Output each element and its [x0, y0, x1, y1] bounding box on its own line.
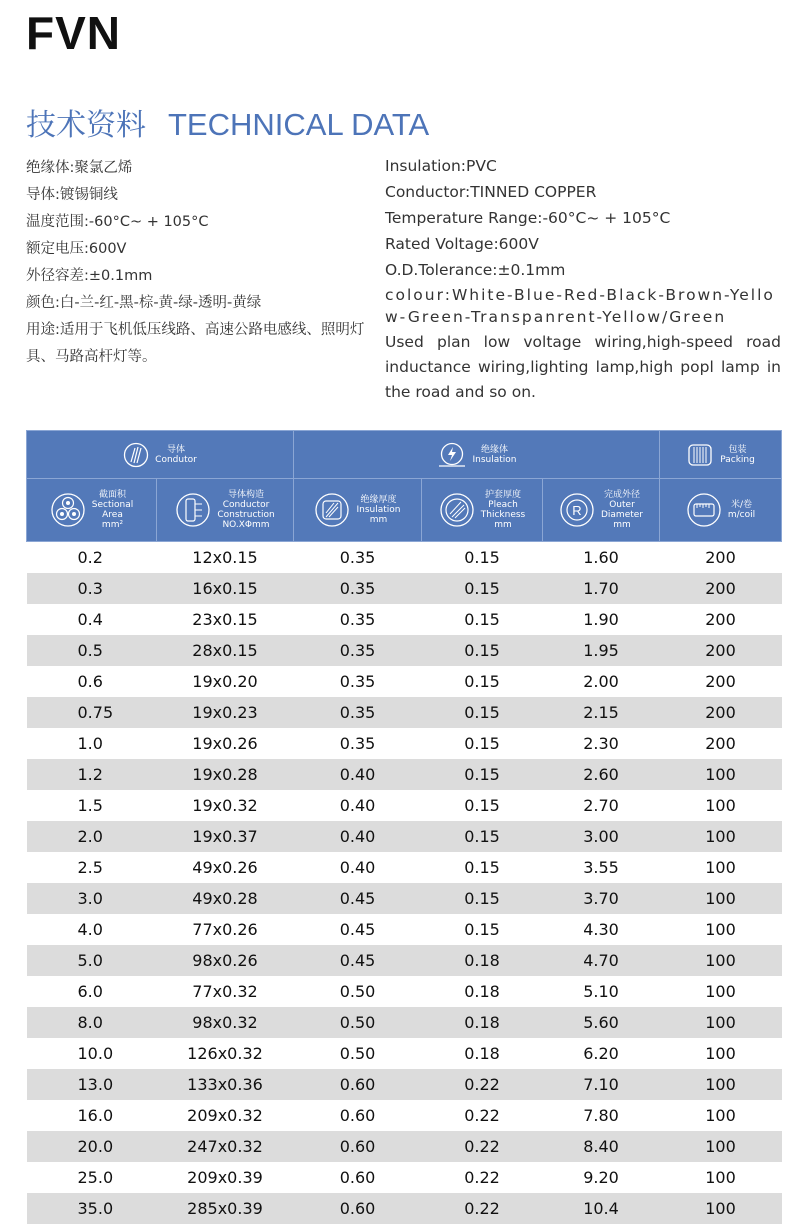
col-insulation-en1: Insulation: [356, 505, 401, 515]
spec-colour-cn: 颜色:白-兰-红-黑-棕-黄-绿-透明-黄绿: [26, 295, 262, 311]
cell-meter-per-coil: 100: [705, 1044, 736, 1063]
cell-conductor-construction: 49x0.28: [157, 883, 294, 914]
cell-insulation-thickness: 0.45: [339, 920, 376, 939]
cell-insulation-thickness: 0.60: [339, 1168, 376, 1187]
cell-outer-diameter: 7.80: [583, 1106, 619, 1125]
cable-coil-icon: [686, 443, 714, 467]
cell-pleach-thickness: 0.18: [422, 945, 543, 976]
table-row: [27, 821, 782, 852]
spec-list-cn: [26, 155, 371, 371]
cell-meter-per-coil: 200: [705, 672, 736, 691]
spec-conductor-en: Conductor:TINNED COPPER: [385, 183, 597, 201]
cell-sectional-area: 0.4: [77, 610, 103, 629]
cell-pleach-thickness: 0.15: [422, 573, 543, 604]
cell-conductor-construction: 247x0.32: [157, 1131, 294, 1162]
spec-temperature-en: Temperature Range:-60°C~ + 105°C: [385, 209, 671, 227]
cell-pleach-thickness: 0.15: [464, 672, 500, 691]
cell-pleach-thickness: 0.15: [422, 821, 543, 852]
cell-meter-per-coil: 200: [705, 734, 736, 753]
cell-insulation-thickness: 0.50: [339, 982, 376, 1001]
cell-outer-diameter: 2.00: [583, 672, 619, 691]
measuring-tape-icon: [686, 492, 722, 528]
col-header-pleach-thickness: [422, 479, 543, 542]
cell-pleach-thickness: 0.15: [464, 858, 500, 877]
cell-pleach-thickness: 0.15: [422, 883, 543, 914]
spec-temperature-cn: 温度范围:-60°C~ + 105°C: [26, 214, 209, 230]
col-header-conductor-construction: [157, 479, 294, 542]
col-header-meter-per-coil: [660, 479, 782, 542]
section-title: [26, 100, 429, 144]
cell-meter-per-coil: 100: [705, 982, 736, 1001]
col-header-outer-diameter: [543, 479, 660, 542]
section-title-en: TECHNICAL DATA: [168, 107, 430, 142]
outer-diameter-icon: [559, 492, 595, 528]
col-construction-en3: NO.XΦmm: [222, 520, 270, 530]
cell-sectional-area: 2.0: [27, 821, 157, 852]
col-pleach-en3: mm: [494, 520, 512, 530]
cell-insulation-thickness: 0.35: [294, 697, 422, 728]
cell-outer-diameter: 5.60: [543, 1007, 660, 1038]
col-diameter-en2: Diameter: [600, 510, 644, 520]
cell-conductor-construction: 209x0.32: [187, 1106, 263, 1125]
cell-meter-per-coil: 100: [660, 1007, 782, 1038]
group-header-conductor: [27, 431, 294, 479]
table-row: [27, 1007, 782, 1038]
insulation-layer-icon: [314, 492, 350, 528]
cell-sectional-area: 2.5: [77, 858, 103, 877]
cell-meter-per-coil: 200: [660, 697, 782, 728]
cell-conductor-construction: 285x0.39: [157, 1193, 294, 1224]
sheath-cross-section-icon: [439, 492, 475, 528]
cell-insulation-thickness: 0.60: [294, 1193, 422, 1224]
cell-pleach-thickness: 0.22: [422, 1131, 543, 1162]
table-row: [27, 573, 782, 604]
cell-pleach-thickness: 0.18: [464, 1044, 500, 1063]
cell-outer-diameter: 7.10: [543, 1069, 660, 1100]
cell-outer-diameter: 2.30: [583, 734, 619, 753]
cell-outer-diameter: 2.15: [543, 697, 660, 728]
cell-insulation-thickness: 0.35: [339, 548, 376, 567]
cell-conductor-construction: 19x0.26: [192, 734, 258, 753]
cell-meter-per-coil: 100: [660, 945, 782, 976]
cell-outer-diameter: 9.20: [583, 1168, 619, 1187]
cell-sectional-area: 8.0: [27, 1007, 157, 1038]
cell-pleach-thickness: 0.22: [422, 1069, 543, 1100]
cell-outer-diameter: 2.60: [543, 759, 660, 790]
cell-sectional-area: 10.0: [77, 1044, 114, 1063]
col-coil-cn: 米/卷: [730, 500, 753, 510]
table-row: [27, 728, 782, 759]
cell-insulation-thickness: 0.40: [339, 858, 376, 877]
cell-outer-diameter: 2.70: [583, 796, 619, 815]
table-row: [27, 883, 782, 914]
group-packing-cn: 包装: [728, 444, 747, 455]
col-insulation-en2: mm: [369, 515, 388, 525]
cell-sectional-area: 0.3: [27, 573, 157, 604]
table-row: [27, 1193, 782, 1224]
cell-meter-per-coil: 100: [660, 821, 782, 852]
group-header-insulation: [294, 431, 660, 479]
cell-meter-per-coil: 100: [660, 883, 782, 914]
table-row: [27, 666, 782, 697]
cell-sectional-area: 0.6: [77, 672, 103, 691]
cell-conductor-construction: 19x0.32: [192, 796, 258, 815]
cell-outer-diameter: 1.90: [583, 610, 619, 629]
cell-conductor-construction: 126x0.32: [187, 1044, 263, 1063]
col-area-cn: 截面积: [98, 490, 126, 500]
cell-conductor-construction: 19x0.28: [157, 759, 294, 790]
cell-conductor-construction: 12x0.15: [192, 548, 258, 567]
cell-pleach-thickness: 0.15: [464, 734, 500, 753]
cell-conductor-construction: 209x0.39: [187, 1168, 263, 1187]
cell-sectional-area: 0.75: [27, 697, 157, 728]
cell-conductor-construction: 23x0.15: [192, 610, 258, 629]
col-construction-cn: 导体构造: [227, 490, 264, 500]
cell-pleach-thickness: 0.18: [422, 1007, 543, 1038]
cell-insulation-thickness: 0.45: [294, 945, 422, 976]
group-packing-en: Packing: [720, 454, 755, 465]
cell-meter-per-coil: 100: [705, 920, 736, 939]
table-row: [27, 1069, 782, 1100]
group-header-packing: [660, 431, 782, 479]
col-area-en1: Sectional: [91, 500, 134, 510]
group-conductor-en: Condutor: [155, 454, 197, 465]
cell-pleach-thickness: 0.15: [422, 697, 543, 728]
spec-conductor-cn: 导体:镀锡铜线: [26, 187, 118, 203]
col-header-insulation-thickness: [294, 479, 422, 542]
cell-pleach-thickness: 0.15: [464, 610, 500, 629]
cell-insulation-thickness: 0.50: [294, 1007, 422, 1038]
cell-insulation-thickness: 0.45: [294, 883, 422, 914]
cell-insulation-thickness: 0.35: [339, 610, 376, 629]
insulation-shield-icon: [437, 442, 467, 468]
cell-insulation-thickness: 0.50: [339, 1044, 376, 1063]
table-row: [27, 945, 782, 976]
spec-insulation-en: Insulation:PVC: [385, 157, 497, 175]
cell-conductor-construction: 28x0.15: [157, 635, 294, 666]
conductor-wire-icon: [123, 442, 149, 468]
table-row: [27, 852, 782, 883]
cell-insulation-thickness: 0.35: [339, 672, 376, 691]
spec-use-cn: 用途:适用于飞机低压线路、高速公路电感线、照明灯具、马路高杆灯等。: [26, 322, 365, 365]
spec-tolerance-en: O.D.Tolerance:±0.1mm: [385, 261, 566, 279]
cell-insulation-thickness: 0.60: [294, 1069, 422, 1100]
cable-cross-section-icon: [50, 492, 86, 528]
cell-pleach-thickness: 0.22: [464, 1168, 500, 1187]
cell-meter-per-coil: 100: [705, 796, 736, 815]
cell-pleach-thickness: 0.15: [422, 635, 543, 666]
cell-meter-per-coil: 100: [660, 1069, 782, 1100]
cell-outer-diameter: 10.4: [543, 1193, 660, 1224]
table-row: [27, 1038, 782, 1069]
cell-sectional-area: 5.0: [27, 945, 157, 976]
cell-sectional-area: 0.5: [27, 635, 157, 666]
table-row: [27, 542, 782, 574]
cell-conductor-construction: 77x0.32: [192, 982, 258, 1001]
col-pleach-en2: Thickness: [480, 510, 526, 520]
cell-sectional-area: 1.2: [27, 759, 157, 790]
cell-pleach-thickness: 0.15: [464, 548, 500, 567]
cell-meter-per-coil: 100: [705, 1168, 736, 1187]
group-insulation-cn: 绝缘体: [481, 444, 509, 455]
cell-meter-per-coil: 100: [660, 759, 782, 790]
cell-conductor-construction: 133x0.36: [157, 1069, 294, 1100]
col-diameter-en3: mm: [613, 520, 631, 530]
cell-conductor-construction: 49x0.26: [192, 858, 258, 877]
cell-pleach-thickness: 0.22: [464, 1106, 500, 1125]
cell-pleach-thickness: 0.15: [422, 759, 543, 790]
table-row: [27, 1162, 782, 1193]
table-row: [27, 1131, 782, 1162]
spec-use-en: Used plan low voltage wiring,high-speed road inductance wiring,lighting lamp,high popl lamp in the road and so on.: [385, 333, 781, 401]
col-area-en3: mm²: [101, 520, 124, 530]
spec-table: [26, 430, 782, 1224]
col-header-sectional-area: [27, 479, 157, 542]
col-diameter-en1: Outer: [609, 500, 635, 510]
cell-conductor-construction: 19x0.20: [192, 672, 258, 691]
cell-insulation-thickness: 0.35: [294, 573, 422, 604]
cell-meter-per-coil: 100: [660, 1193, 782, 1224]
table-row: [27, 759, 782, 790]
col-pleach-cn: 护套厚度: [484, 490, 521, 500]
table-row: [27, 976, 782, 1007]
col-construction-en1: Conductor: [222, 500, 270, 510]
col-pleach-en1: Pleach: [488, 500, 518, 510]
table-row: [27, 697, 782, 728]
group-conductor-cn: 导体: [166, 444, 185, 455]
spec-voltage-cn: 额定电压:600V: [26, 241, 127, 257]
cell-sectional-area: 6.0: [77, 982, 103, 1001]
cell-outer-diameter: 3.55: [583, 858, 619, 877]
cell-outer-diameter: 6.20: [583, 1044, 619, 1063]
conductor-strand-icon: [175, 492, 211, 528]
cell-outer-diameter: 1.95: [543, 635, 660, 666]
cell-conductor-construction: 19x0.37: [157, 821, 294, 852]
col-construction-en2: Construction: [217, 510, 275, 520]
cell-pleach-thickness: 0.15: [464, 796, 500, 815]
cell-outer-diameter: 3.00: [543, 821, 660, 852]
cell-outer-diameter: 1.60: [583, 548, 619, 567]
cell-meter-per-coil: 100: [705, 858, 736, 877]
cell-conductor-construction: 98x0.26: [157, 945, 294, 976]
cell-sectional-area: 0.2: [77, 548, 103, 567]
spec-colour-en: colour:White-Blue-Red-Black-Brown-Yellow-Green-Transpanrent-Yellow/Green: [385, 286, 775, 326]
cell-sectional-area: 35.0: [27, 1193, 157, 1224]
cell-conductor-construction: 16x0.15: [157, 573, 294, 604]
product-title: FVN: [26, 7, 121, 59]
cell-outer-diameter: 3.70: [543, 883, 660, 914]
table-row: [27, 790, 782, 821]
cell-outer-diameter: 4.30: [583, 920, 619, 939]
cell-meter-per-coil: 200: [705, 548, 736, 567]
cell-insulation-thickness: 0.40: [294, 821, 422, 852]
cell-insulation-thickness: 0.60: [339, 1106, 376, 1125]
col-area-en2: Area: [102, 510, 123, 520]
table-row: [27, 1100, 782, 1131]
section-title-cn: 技术资料: [26, 108, 146, 143]
group-insulation-en: Insulation: [472, 454, 517, 465]
cell-sectional-area: 13.0: [27, 1069, 157, 1100]
spec-list-en: [385, 154, 781, 405]
cell-outer-diameter: 5.10: [583, 982, 619, 1001]
cell-insulation-thickness: 0.35: [339, 734, 376, 753]
cell-sectional-area: 20.0: [27, 1131, 157, 1162]
table-row: [27, 914, 782, 945]
cell-pleach-thickness: 0.18: [464, 982, 500, 1001]
spec-insulation-cn: 绝缘体:聚氯乙烯: [26, 160, 133, 176]
cell-pleach-thickness: 0.22: [422, 1193, 543, 1224]
cell-sectional-area: 3.0: [27, 883, 157, 914]
spec-table-body: [27, 542, 782, 1225]
cell-sectional-area: 16.0: [77, 1106, 114, 1125]
cell-pleach-thickness: 0.15: [464, 920, 500, 939]
table-row: [27, 635, 782, 666]
table-row: [27, 604, 782, 635]
cell-sectional-area: 1.0: [77, 734, 103, 753]
col-insulation-cn: 绝缘厚度: [360, 495, 397, 505]
cell-meter-per-coil: 200: [660, 635, 782, 666]
cell-meter-per-coil: 200: [660, 573, 782, 604]
cell-insulation-thickness: 0.60: [294, 1131, 422, 1162]
spec-tolerance-cn: 外径容差:±0.1mm: [26, 268, 153, 284]
cell-meter-per-coil: 100: [660, 1131, 782, 1162]
svg-text:R: R: [572, 503, 582, 518]
col-coil-en1: m/coil: [727, 510, 756, 520]
cell-sectional-area: 4.0: [77, 920, 103, 939]
col-diameter-cn: 完成外径: [603, 490, 640, 500]
cell-sectional-area: 1.5: [77, 796, 103, 815]
spec-voltage-en: Rated Voltage:600V: [385, 235, 539, 253]
cell-conductor-construction: 98x0.32: [157, 1007, 294, 1038]
cell-outer-diameter: 8.40: [543, 1131, 660, 1162]
cell-conductor-construction: 19x0.23: [157, 697, 294, 728]
cell-insulation-thickness: 0.40: [339, 796, 376, 815]
cell-conductor-construction: 77x0.26: [192, 920, 258, 939]
cell-outer-diameter: 4.70: [543, 945, 660, 976]
cell-insulation-thickness: 0.35: [294, 635, 422, 666]
cell-insulation-thickness: 0.40: [294, 759, 422, 790]
cell-outer-diameter: 1.70: [543, 573, 660, 604]
cell-meter-per-coil: 200: [705, 610, 736, 629]
cell-meter-per-coil: 100: [705, 1106, 736, 1125]
cell-sectional-area: 25.0: [77, 1168, 114, 1187]
